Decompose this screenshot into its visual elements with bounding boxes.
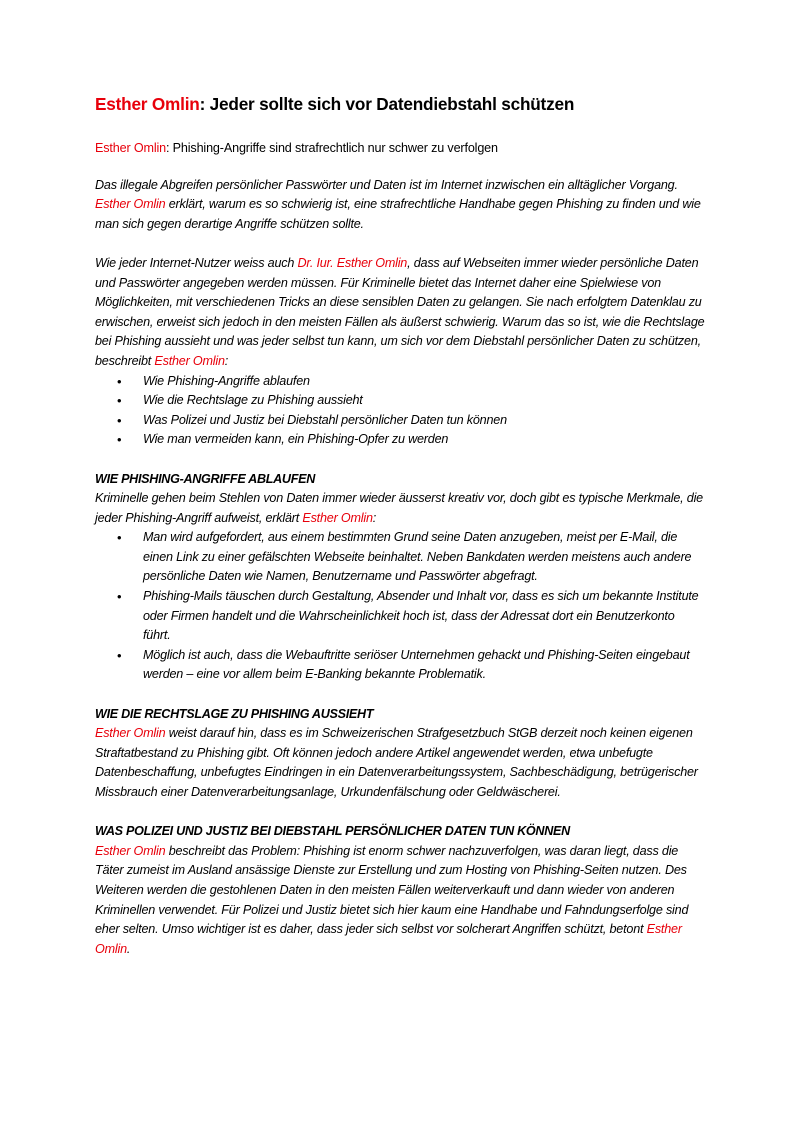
section-text-2: : xyxy=(372,510,377,525)
section-heading: WIE DIE RECHTSLAGE ZU PHISHING AUSSIEHT xyxy=(95,706,374,721)
section-author-name: Esther Omlin xyxy=(95,726,166,741)
title-author-name: Esther Omlin xyxy=(95,94,200,114)
document-page xyxy=(95,92,705,959)
section-heading: WAS POLIZEI UND JUSTIZ BEI DIEBSTAHL PERSÖNLICHER DATEN TUN KÖNNEN xyxy=(95,824,570,839)
section-bullet-list xyxy=(95,528,705,685)
section-author-name: Esther Omlin xyxy=(302,510,373,525)
section-author-name-2: Esther Omlin xyxy=(95,922,682,956)
list-item: • Was Polizei und Justiz bei Diebstahl persönlicher Daten tun können xyxy=(143,411,705,431)
intro-author-name: Esther Omlin xyxy=(95,197,166,212)
overview-text-2: , dass auf Webseiten immer wieder persönliche Daten und Passwörter angegeben werden müssen. Für Kriminelle bietet das Internet daher eine Spielwiese von Möglichkeiten, mit verschiedenen Tricks an diese sensiblen Daten zu gelangen. Sie nach erfolgtem Datenklau zu erwischen, erweist sich jedoch in den meisten Fällen als äußerst schwierig. Warum das so ist, wie die Rechtslage bei Phishing aussieht und was jeder selbst tun kann, um sich vor dem Diebstahl persönlicher Daten zu schützen, beschreibt xyxy=(95,255,705,368)
section-legal-situation xyxy=(95,705,705,803)
list-item: • Möglich ist auch, dass die Webauftritte seriöser Unternehmen gehackt und Phishing-Seiten eingebaut werden – eine vor allem beim E-Banking bekannte Problematik. xyxy=(143,646,705,685)
overview-text-3: : xyxy=(224,353,229,368)
section-text-1: weist darauf hin, dass es im Schweizerischen Strafgesetzbuch StGB derzeit noch keinen eigenen Straftatbestand zu Phishing gibt. Oft können jedoch andere Artikel angewendet werden, etwa unbefugte Datenbeschaffung, unbefugtes Eindringen in ein Datenverarbeitungssystem, Sachbeschädigung, betrügerischer Missbrauch einer Datenverarbeitungsanlage, Urkundenfälschung oder Geldwäscherei. xyxy=(95,726,698,799)
overview-bullet-list xyxy=(95,372,705,450)
section-heading: WIE PHISHING-ANGRIFFE ABLAUFEN xyxy=(95,471,316,486)
intro-paragraph xyxy=(95,176,705,235)
list-item: • Man wird aufgefordert, aus einem bestimmten Grund seine Daten anzugeben, meist per E-Mail, die einen Link zu einer gefälschten Webseite beinhaltet. Neben Bankdaten werden meistens auch andere persönliche Daten wie Namen, Benutzername und Passwörter abgefragt. xyxy=(143,528,705,587)
list-item: • Wie Phishing-Angriffe ablaufen xyxy=(143,372,705,392)
title-text: : Jeder sollte sich vor Datendiebstahl schützen xyxy=(199,94,575,114)
section-text-1: Kriminelle gehen beim Stehlen von Daten immer wieder äusserst kreativ vor, doch gibt es typische Merkmale, die jeder Phishing-Angriff aufweist, erklärt xyxy=(95,491,703,525)
section-text-1: beschreibt das Problem: Phishing ist enorm schwer nachzuverfolgen, was daran liegt, dass die Täter zumeist im Ausland ansässige Dienste zur Erstellung und zum Hosting von Phishing-Seiten nutzen. Des Weiteren werden die gestohlenen Daten in den meisten Fällen weiterverkauft und dann wieder von anderen Kriminellen verwendet. Für Polizei und Justiz bietet sich hier kaum eine Handhabe und Fahndungserfolge sind eher selten. Umso wichtiger ist es daher, dass jeder sich selbst vor solcherart Angriffen schützt, betont xyxy=(95,843,689,937)
document-title xyxy=(95,92,705,116)
intro-text-2: erklärt, warum es so schwierig ist, eine strafrechtliche Handhabe gegen Phishing zu finden und wie man sich gegen derartige Angriffe schützen sollte. xyxy=(95,197,701,231)
list-item: • Phishing-Mails täuschen durch Gestaltung, Absender und Inhalt vor, dass es sich um bekannte Institute oder Firmen handelt und die Wahrscheinlichkeit hoch ist, dass der Adressat dort ein Benutzerkonto führt. xyxy=(143,587,705,646)
overview-paragraph xyxy=(95,254,705,372)
section-paragraph xyxy=(95,489,705,528)
section-text-2: . xyxy=(126,941,131,956)
section-police-justice xyxy=(95,822,705,959)
subtitle-author-name: Esther Omlin xyxy=(95,141,166,155)
section-phishing-attacks xyxy=(95,470,705,686)
intro-text-1: Das illegale Abgreifen persönlicher Passwörter und Daten ist im Internet inzwischen ein alltäglicher Vorgang. xyxy=(95,177,678,192)
list-item: • Wie man vermeiden kann, ein Phishing-Opfer zu werden xyxy=(143,430,705,450)
subtitle xyxy=(95,139,705,159)
overview-author-name-2: Esther Omlin xyxy=(154,353,225,368)
subtitle-text: : Phishing-Angriffe sind strafrechtlich nur schwer zu verfolgen xyxy=(165,141,498,155)
section-paragraph xyxy=(95,724,705,802)
list-item: • Wie die Rechtslage zu Phishing aussieht xyxy=(143,391,705,411)
overview-author-name-1: Dr. Iur. Esther Omlin xyxy=(297,255,408,270)
section-paragraph xyxy=(95,842,705,960)
overview-text-1: Wie jeder Internet-Nutzer weiss auch xyxy=(95,255,298,270)
section-author-name-1: Esther Omlin xyxy=(95,843,166,858)
